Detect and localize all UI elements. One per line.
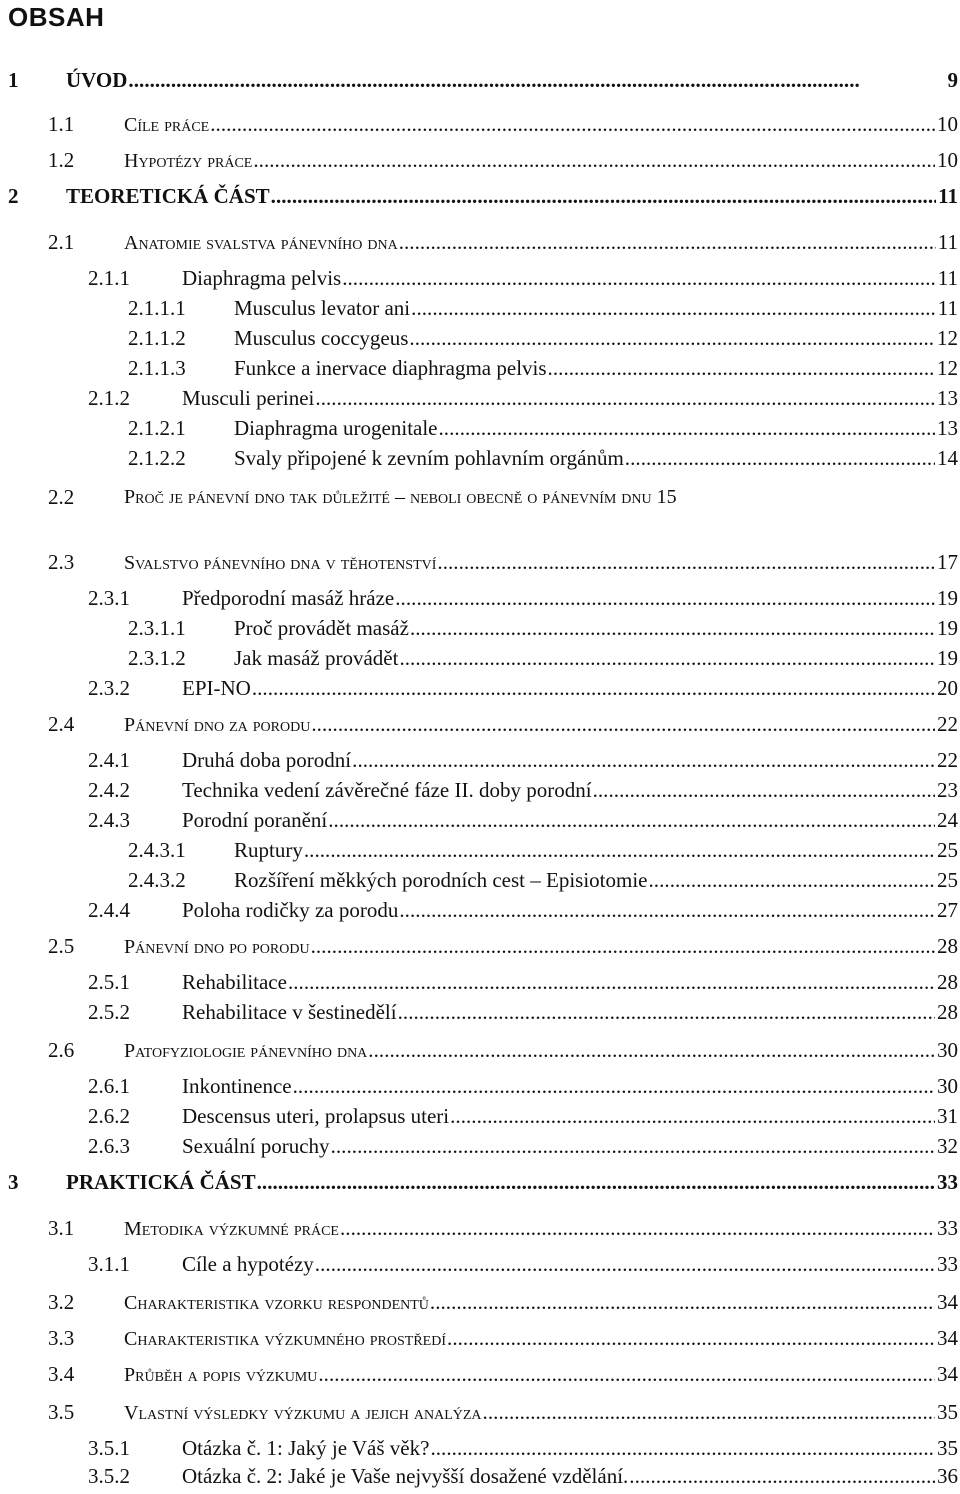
toc-number: 2.4.3.1 <box>128 838 186 862</box>
toc-text: ÚVOD <box>66 68 128 92</box>
toc-page: 12 <box>937 326 958 350</box>
toc-text: Otázka č. 2: Jaké je Vaše nejvyšší dosažené vzdělání. <box>182 1464 629 1488</box>
toc-page: 27 <box>937 898 958 922</box>
toc-text: Charakteristika vzorku respondentů <box>124 1292 429 1314</box>
toc-page: 11 <box>937 230 958 254</box>
dot-leader <box>311 934 935 958</box>
toc-number: 2.6 <box>48 1038 75 1062</box>
toc-text: Pánevní dno za porodu <box>124 714 311 736</box>
toc-number: 2.6.1 <box>88 1074 130 1098</box>
toc-entry[interactable] <box>128 616 958 640</box>
toc-number: 1.2 <box>48 148 75 172</box>
toc-page: 13 <box>937 386 958 410</box>
toc-number: 2.1.2 <box>88 386 130 410</box>
toc-number: 3.4 <box>48 1362 75 1386</box>
toc-entry[interactable] <box>88 808 958 832</box>
toc-page: 30 <box>937 1038 958 1062</box>
toc-entry[interactable] <box>88 1000 958 1024</box>
toc-page: 36 <box>937 1464 958 1488</box>
toc-page: 33 <box>937 1170 958 1194</box>
toc-entry[interactable] <box>128 868 958 892</box>
toc-number: 3.1.1 <box>88 1252 130 1276</box>
toc-entry[interactable] <box>8 68 958 92</box>
toc-page: 11 <box>937 266 958 290</box>
toc-number: 2.5.1 <box>88 970 130 994</box>
toc-page: 22 <box>937 748 958 772</box>
toc-entry[interactable] <box>88 898 958 922</box>
dot-leader <box>252 676 935 700</box>
dot-leader <box>548 356 935 380</box>
toc-number: 3.5.1 <box>88 1436 130 1460</box>
dot-leader <box>210 112 935 136</box>
dot-leader <box>649 868 936 892</box>
dot-leader <box>409 326 935 350</box>
toc-number: 2.3.1.1 <box>128 616 186 640</box>
page-title: OBSAH <box>8 2 105 32</box>
toc-entry[interactable] <box>88 1074 958 1098</box>
toc-entry[interactable] <box>88 1104 958 1128</box>
toc-page: 17 <box>937 550 958 574</box>
toc-entry[interactable] <box>88 586 958 610</box>
toc-page: 19 <box>937 616 958 640</box>
toc-entry[interactable] <box>128 838 958 862</box>
toc-text: Charakteristika výzkumného prostředí <box>124 1328 447 1350</box>
toc-text: Otázka č. 1: Jaký je Váš věk? <box>182 1436 430 1460</box>
toc-number: 2.4.3 <box>88 808 130 832</box>
toc-text: Rehabilitace v šestinedělí <box>182 1000 397 1024</box>
dot-leader <box>128 68 945 92</box>
toc-entry[interactable] <box>88 266 958 290</box>
toc-text: Musculus coccygeus <box>234 326 409 350</box>
toc-text: Porodní poranění <box>182 808 328 832</box>
dot-leader <box>411 296 936 320</box>
toc-text: Hypotézy práce <box>124 150 253 172</box>
dot-leader <box>257 1170 935 1194</box>
toc-entry[interactable] <box>48 712 958 736</box>
toc-number: 2.4.1 <box>88 748 130 772</box>
toc-text: Pánevní dno po porodu <box>124 936 310 958</box>
toc-page: 22 <box>937 712 958 736</box>
toc-page: 10 <box>937 112 958 136</box>
dot-leader <box>399 898 935 922</box>
toc-entry[interactable] <box>48 148 958 172</box>
toc-text: Průběh a popis výzkumu <box>124 1364 318 1386</box>
toc-text: Cíle a hypotézy <box>182 1252 314 1276</box>
dot-leader <box>395 586 935 610</box>
toc-entry[interactable] <box>128 646 958 670</box>
dot-leader <box>328 808 935 832</box>
toc-page: 12 <box>937 356 958 380</box>
toc-entry[interactable] <box>48 1216 958 1240</box>
toc-number: 3.2 <box>48 1290 75 1314</box>
toc-number: 2.3.1.2 <box>128 646 186 670</box>
toc-entry[interactable] <box>88 386 958 410</box>
toc-page: 34 <box>937 1326 958 1350</box>
toc-page: 34 <box>937 1290 958 1314</box>
toc-text: Anatomie svalstva pánevního dna <box>124 232 398 254</box>
toc-number: 3.1 <box>48 1216 75 1240</box>
toc-page: 20 <box>937 676 958 700</box>
toc-page: 25 <box>937 868 958 892</box>
toc-text: TEORETICKÁ ČÁST <box>66 184 270 208</box>
toc-page: 10 <box>937 148 958 172</box>
toc-entry[interactable] <box>8 184 958 208</box>
toc-entry[interactable] <box>88 1134 958 1158</box>
dot-leader <box>410 616 935 640</box>
dot-leader <box>293 1074 935 1098</box>
toc-number: 2.3 <box>48 550 75 574</box>
dot-leader <box>304 838 935 862</box>
toc-number: 2 <box>8 184 19 208</box>
toc-entry[interactable] <box>48 230 958 254</box>
dot-leader <box>625 446 935 470</box>
toc-entry[interactable] <box>88 676 958 700</box>
toc-page: 19 <box>937 586 958 610</box>
toc-number: 2.1.1 <box>88 266 130 290</box>
toc-entry[interactable] <box>48 934 958 958</box>
dot-leader <box>398 1000 935 1024</box>
toc-entry[interactable] <box>88 1464 958 1488</box>
toc-entry[interactable] <box>48 1290 958 1314</box>
toc-entry[interactable] <box>128 326 958 350</box>
toc-page: 11 <box>938 184 958 208</box>
dot-leader <box>253 148 935 172</box>
dot-leader <box>271 184 937 208</box>
toc-page: 32 <box>937 1134 958 1158</box>
toc-number: 2.3.2 <box>88 676 130 700</box>
toc-entry[interactable] <box>128 446 958 470</box>
toc-page: 28 <box>937 934 958 958</box>
toc-entry[interactable] <box>48 1362 958 1386</box>
dot-leader <box>629 1464 935 1488</box>
dot-leader <box>437 550 935 574</box>
toc-number: 2.1.1.3 <box>128 356 186 380</box>
toc-entry[interactable] <box>88 1436 958 1460</box>
toc-number: 2.3.1 <box>88 586 130 610</box>
toc-text: Druhá doba porodní <box>182 748 352 772</box>
dot-leader <box>331 1134 935 1158</box>
toc-number: 2.6.3 <box>88 1134 130 1158</box>
toc-text: Inkontinence <box>182 1074 292 1098</box>
toc-number: 2.4.2 <box>88 778 130 802</box>
dot-leader <box>340 1216 935 1240</box>
toc-number: 2.1 <box>48 230 75 254</box>
toc-number: 2.1.2.1 <box>128 416 186 440</box>
toc-number: 3.3 <box>48 1326 75 1350</box>
dot-leader <box>315 386 935 410</box>
dot-leader <box>311 712 935 736</box>
toc-page: 9 <box>947 68 958 92</box>
dot-leader <box>430 1436 935 1460</box>
toc-page: 15 <box>656 486 677 508</box>
toc-number: 2.1.1.1 <box>128 296 186 320</box>
toc-number: 3 <box>8 1170 19 1194</box>
toc-entry[interactable] <box>88 1252 958 1276</box>
toc-text: Proč provádět masáž <box>234 616 409 640</box>
toc-page: 25 <box>937 838 958 862</box>
dot-leader <box>399 230 936 254</box>
dot-leader <box>593 778 935 802</box>
dot-leader <box>368 1038 935 1062</box>
dot-leader <box>315 1252 935 1276</box>
toc-number: 2.4 <box>48 712 75 736</box>
toc-text: Vlastní výsledky výzkumu a jejich analýza <box>124 1402 482 1424</box>
toc-entry[interactable] <box>48 1326 958 1350</box>
toc-entry[interactable] <box>88 778 958 802</box>
toc-entry[interactable] <box>48 1038 958 1062</box>
toc-text: Diaphragma urogenitale <box>234 416 438 440</box>
toc-number: 1 <box>8 68 19 92</box>
toc-page: 34 <box>937 1362 958 1386</box>
dot-leader <box>352 748 935 772</box>
toc-text: Descensus uteri, prolapsus uteri <box>182 1104 450 1128</box>
toc-page: 35 <box>937 1436 958 1460</box>
toc-number: 2.1.1.2 <box>128 326 186 350</box>
dot-leader <box>399 646 935 670</box>
toc-entry[interactable] <box>88 748 958 772</box>
toc-text: PRAKTICKÁ ČÁST <box>66 1170 256 1194</box>
toc-entry[interactable] <box>48 112 958 136</box>
toc-number: 3.5 <box>48 1400 75 1424</box>
toc-page: 33 <box>937 1252 958 1276</box>
toc-text: Svalstvo pánevního dna v těhotenství <box>124 552 437 574</box>
toc-number: 2.4.3.2 <box>128 868 186 892</box>
toc-number: 2.4.4 <box>88 898 130 922</box>
toc-entry[interactable] <box>8 1170 958 1194</box>
dot-leader <box>318 1362 935 1386</box>
toc-number: 3.5.2 <box>88 1464 130 1488</box>
toc-text: EPI-NO <box>182 676 251 700</box>
toc-entry[interactable] <box>128 296 958 320</box>
toc-number: 2.5.2 <box>88 1000 130 1024</box>
toc-number: 1.1 <box>48 112 75 136</box>
toc-text: Jak masáž provádět <box>234 646 399 670</box>
toc-entry[interactable] <box>128 356 958 380</box>
dot-leader <box>288 970 935 994</box>
toc-text: Musculi perinei <box>182 386 315 410</box>
dot-leader <box>483 1400 935 1424</box>
toc-text: Ruptury <box>234 838 303 862</box>
toc-page: 23 <box>937 778 958 802</box>
toc-page: 19 <box>937 646 958 670</box>
toc-text: Funkce a inervace diaphragma pelvis <box>234 356 547 380</box>
toc-page: 13 <box>937 416 958 440</box>
toc-text-content: Proč je pánevní dno tak důležité – neboli obecně o pánevním dnu <box>124 486 652 508</box>
toc-text: Rozšíření měkkých porodních cest – Episiotomie <box>234 868 648 892</box>
toc-entry[interactable] <box>128 416 958 440</box>
dot-leader <box>439 416 936 440</box>
toc-text: Diaphragma pelvis <box>182 266 342 290</box>
dot-leader <box>430 1290 935 1314</box>
toc-page: 31 <box>937 1104 958 1128</box>
toc-text <box>124 482 844 512</box>
toc-text: Rehabilitace <box>182 970 287 994</box>
toc-page: 28 <box>937 970 958 994</box>
toc-entry[interactable] <box>48 1400 958 1424</box>
toc-entry[interactable] <box>48 550 958 574</box>
toc-text: Sexuální poruchy <box>182 1134 330 1158</box>
toc-entry[interactable] <box>48 482 958 542</box>
toc-page: 24 <box>937 808 958 832</box>
toc-page: 11 <box>937 296 958 320</box>
toc-text: Svaly připojené k zevním pohlavním orgánům <box>234 446 624 470</box>
toc-text: Metodika výzkumné práce <box>124 1218 339 1240</box>
toc-text: Patofyziologie pánevního dna <box>124 1040 368 1062</box>
toc-number: 2.6.2 <box>88 1104 130 1128</box>
toc-number: 2.2 <box>48 485 75 509</box>
toc-page: 33 <box>937 1216 958 1240</box>
toc-text: Musculus levator ani <box>234 296 411 320</box>
toc-page: 30 <box>937 1074 958 1098</box>
toc-text: Poloha rodičky za porodu <box>182 898 399 922</box>
toc-text: Cíle práce <box>124 114 210 136</box>
toc-number: 2.5 <box>48 934 75 958</box>
dot-leader <box>342 266 936 290</box>
toc-page: 35 <box>937 1400 958 1424</box>
toc-entry[interactable] <box>88 970 958 994</box>
toc-page: 14 <box>937 446 958 470</box>
dot-leader <box>450 1104 935 1128</box>
toc-text: Předporodní masáž hráze <box>182 586 395 610</box>
dot-leader <box>447 1326 935 1350</box>
toc-number: 2.1.2.2 <box>128 446 186 470</box>
toc-text: Technika vedení závěrečné fáze II. doby porodní <box>182 778 592 802</box>
toc-page: 28 <box>937 1000 958 1024</box>
